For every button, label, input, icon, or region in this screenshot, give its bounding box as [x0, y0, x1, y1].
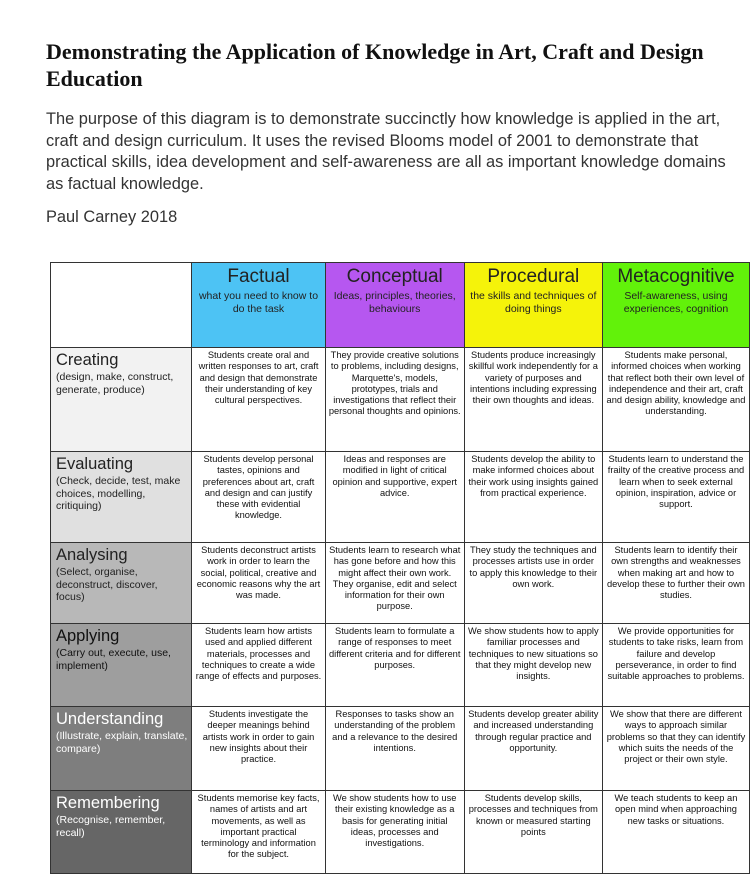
matrix-cell-text: We provide opportunities for students to take risks, learn from failure and develop perseverance, in order to find suitable approaches to problems. [607, 626, 745, 682]
matrix-cell: We show students how to use their existing knowledge as a basis for generating initial ideas, processes and investigations. [325, 791, 464, 874]
level-verbs: (Check, decide, test, make choices, modelling, critiquing) [56, 475, 181, 512]
matrix-cell: They provide creative solutions to problems, including designs, Marquette's, models, prototypes, trials and investigations that reflect their personal thoughts and opinions. [325, 348, 464, 452]
author-credit: Paul Carney 2018 [46, 208, 178, 226]
level-name: Applying [56, 627, 120, 645]
row-evaluating [51, 452, 750, 543]
column-name: Metacognitive [617, 266, 735, 287]
level-label-evaluating [51, 452, 192, 543]
level-verbs: (Carry out, execute, use, implement) [56, 647, 171, 672]
matrix-cell: Students investigate the deeper meanings behind artists work in order to gain new insights about their practice. [192, 707, 326, 791]
matrix-cell-text: We teach students to keep an open mind when approaching new tasks or situations. [614, 793, 738, 826]
level-label-creating [51, 348, 192, 452]
column-description: Self-awareness, using experiences, cognition [623, 290, 729, 315]
column-header-metacognitive [602, 263, 749, 348]
corner-cell [51, 263, 192, 348]
matrix-cell: Students create oral and written responses to art, craft and design that demonstrate their understanding of key cultural perspectives. [192, 348, 326, 452]
row-applying [51, 624, 750, 707]
level-name: Creating [56, 351, 119, 369]
row-analysing [51, 543, 750, 624]
matrix-cell [602, 624, 749, 707]
level-verbs: (Select, organise, deconstruct, discover, focus) [56, 566, 158, 603]
matrix-cell: They study the techniques and processes artists use in order to apply this knowledge to their own work. [464, 543, 602, 624]
matrix-cell [602, 707, 749, 791]
level-verbs: (Recognise, remember, recall) [56, 814, 166, 839]
document-title: Demonstrating the Application of Knowledge in Art, Craft and Design Education [46, 39, 704, 91]
matrix-cell: Students learn how artists used and applied different materials, processes and techniques to create a wide range of effects and purposes. [192, 624, 326, 707]
header-row [51, 263, 750, 348]
level-name: Remembering [56, 794, 160, 812]
row-understanding [51, 707, 750, 791]
matrix-cell: Students produce increasingly skillful work independently for a variety of purposes and intentions including expressing their own thoughts and ideas. [464, 348, 602, 452]
column-name: Factual [227, 266, 290, 287]
matrix-cell: Responses to tasks show an understanding of the problem and a relevance to the desired intentions. [325, 707, 464, 791]
matrix-cell: Ideas and responses are modified in light of critical opinion and supportive, expert advice. [325, 452, 464, 543]
row-creating [51, 348, 750, 452]
level-verbs: (Illustrate, explain, translate, compare) [56, 730, 188, 755]
matrix-cell: Students memorise key facts, names of artists and art movements, as well as important practical terminology and information for the subject. [192, 791, 326, 874]
matrix-cell: Students develop skills, processes and techniques from known or measured starting points [464, 791, 602, 874]
knowledge-matrix [50, 262, 750, 874]
level-label-remembering [51, 791, 192, 874]
level-name: Evaluating [56, 455, 134, 473]
level-verbs: (design, make, construct, generate, produce) [56, 371, 174, 396]
matrix-cell: Students develop greater ability and increased understanding through regular practice and opportunity. [464, 707, 602, 791]
matrix-cell-text: Students learn to identify their own strengths and weaknesses when making art and how to develop these to further their own studies. [606, 545, 745, 601]
column-description: Ideas, principles, theories, behaviours [333, 290, 456, 315]
level-label-applying [51, 624, 192, 707]
matrix-cell: Students deconstruct artists work in order to learn the social, political, creative and economic reasons why the art was made. [192, 543, 326, 624]
column-name: Conceptual [346, 266, 443, 287]
matrix-cell: Students learn to research what has gone before and how this might affect their own work. They organise, edit and select information for their own purpose. [325, 543, 464, 624]
matrix-cell [602, 452, 749, 543]
level-label-understanding [51, 707, 192, 791]
column-header-conceptual [325, 263, 464, 348]
matrix-cell: Students develop personal tastes, opinions and preferences about art, craft and design and can justify these with evidential knowledge. [192, 452, 326, 543]
level-name: Understanding [56, 710, 164, 728]
matrix-cell-text: Students learn to understand the frailty of the creative process and learn when to seek external opinion, inspiration, advice or support. [607, 454, 745, 510]
matrix-cell-text: Students make personal, informed choices when working that reflect both their own level of independence and their art, craft and design ability, knowledge and understanding. [606, 350, 746, 417]
column-header-factual [192, 263, 326, 348]
row-remembering [51, 791, 750, 874]
matrix-cell: Students learn to formulate a range of responses to meet different criteria and for different purposes. [325, 624, 464, 707]
column-name: Procedural [487, 266, 580, 287]
column-description: the skills and techniques of doing things [470, 290, 597, 315]
matrix-cell: We show students how to apply familiar processes and techniques to new situations so that they might develop new insights. [464, 624, 602, 707]
matrix-cell [602, 543, 749, 624]
level-name: Analysing [56, 546, 128, 564]
intro-paragraph: The purpose of this diagram is to demonstrate succinctly how knowledge is applied in the art, craft and design curriculum. It uses the revised Blooms model of 2001 to demonstrate that practical skills, idea development and self-awareness are all as important knowledge domains as factual knowledge. [46, 110, 726, 193]
level-label-analysing [51, 543, 192, 624]
matrix-cell [602, 348, 749, 452]
column-header-procedural [464, 263, 602, 348]
matrix-cell-text: We show that there are different ways to approach similar problems so that they can identify which suits the needs of the project or their own style. [606, 709, 746, 765]
matrix-cell: Students develop the ability to make informed choices about their work using insights gained from practical experience. [464, 452, 602, 543]
column-description: what you need to know to do the task [198, 290, 319, 315]
matrix-cell [602, 791, 749, 874]
